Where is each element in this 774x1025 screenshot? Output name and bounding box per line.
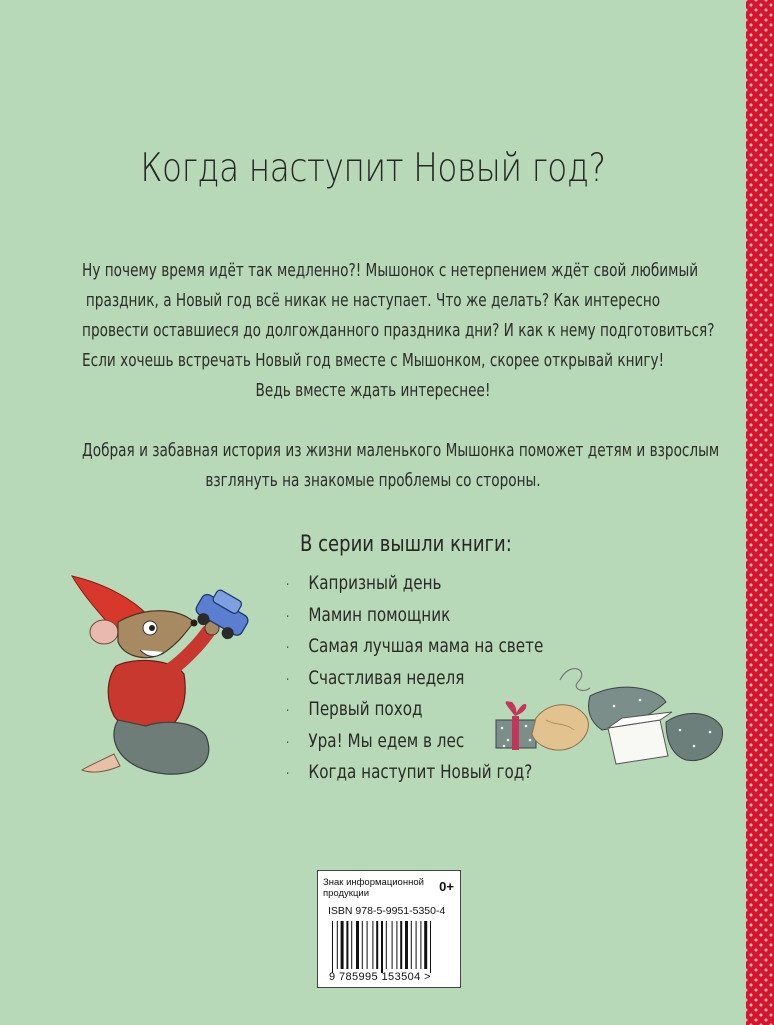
description-line: Ну почему время идёт так медленно?! Мышонок с нетерпением ждёт свой любимый bbox=[82, 261, 699, 281]
barcode-bar bbox=[367, 921, 368, 969]
barcode-bar bbox=[362, 921, 363, 969]
series-heading: В серии вышли книги: bbox=[300, 532, 512, 557]
barcode-bar bbox=[372, 921, 373, 969]
barcode-bar bbox=[396, 921, 397, 969]
isbn-text: ISBN 978-5-9951-5350-4 bbox=[328, 905, 446, 917]
barcode-bar bbox=[351, 921, 352, 969]
bullet: · bbox=[286, 578, 290, 593]
barcode-bar bbox=[341, 921, 344, 969]
bullet: · bbox=[286, 609, 290, 625]
bullet: · bbox=[286, 672, 290, 688]
list-item bbox=[286, 568, 543, 600]
barcode-bar bbox=[376, 921, 378, 969]
description-paragraph-1 bbox=[82, 256, 715, 406]
barcode-bar bbox=[337, 921, 338, 969]
barcode-bar bbox=[405, 921, 408, 969]
bullet: · bbox=[286, 704, 290, 719]
barcode-bar bbox=[381, 921, 383, 973]
info-sign-text: Знак информационной продукции bbox=[323, 877, 424, 899]
book-name: Первый поход bbox=[308, 698, 423, 720]
list-item bbox=[286, 631, 543, 663]
bullet: · bbox=[286, 767, 290, 782]
gifts-illustration bbox=[490, 660, 740, 770]
age-rating: 0+ bbox=[439, 879, 454, 894]
description-line: праздник, а Новый год всё никак не наступает. Что же делать? Как интересно bbox=[85, 291, 661, 311]
description-line: провести оставшиеся до долгожданного праздника дни? И как к нему подготовиться? bbox=[82, 321, 715, 341]
description-line: взглянуть на знакомые проблемы со стороны. bbox=[205, 471, 541, 491]
book-title: Когда наступит Новый год? bbox=[140, 146, 606, 191]
book-name: Ура! Мы едем в лес bbox=[308, 729, 465, 752]
description-paragraph-2 bbox=[82, 436, 720, 496]
book-name: Мамин помощник bbox=[308, 603, 451, 626]
description-line: Если хочешь встречать Новый год вместе с Мышонком, скорее открывай книгу! bbox=[82, 351, 665, 371]
description-line: Добрая и забавная история из жизни маленького Мышонка поможет детям и взрослым bbox=[82, 441, 720, 461]
barcode-bar bbox=[416, 921, 417, 969]
book-name: Счастливая неделя bbox=[308, 666, 465, 689]
barcode-bar bbox=[346, 921, 348, 969]
barcode-bar bbox=[386, 921, 387, 969]
book-name: Когда наступит Новый год? bbox=[308, 761, 533, 783]
barcode-bar bbox=[400, 921, 402, 969]
barcode-bar bbox=[424, 921, 427, 969]
barcode-bar bbox=[420, 921, 421, 969]
bullet: · bbox=[286, 641, 290, 656]
description-line: Ведь вместе ждать интереснее! bbox=[255, 381, 491, 401]
barcode-bar bbox=[356, 921, 359, 969]
barcode-bar bbox=[430, 921, 431, 973]
list-item bbox=[286, 600, 543, 632]
barcode-bar bbox=[332, 921, 333, 973]
mouse-illustration bbox=[66, 570, 266, 790]
book-name: Самая лучшая мама на свете bbox=[308, 635, 544, 657]
red-spine-strip bbox=[746, 0, 774, 1025]
book-name: Капризный день bbox=[308, 572, 442, 594]
barcode-number: 9 785995 153504 > bbox=[329, 971, 431, 983]
barcode-bar bbox=[411, 921, 412, 969]
bullet: · bbox=[286, 735, 290, 751]
barcode-bar bbox=[392, 921, 393, 969]
isbn-label bbox=[317, 870, 461, 988]
